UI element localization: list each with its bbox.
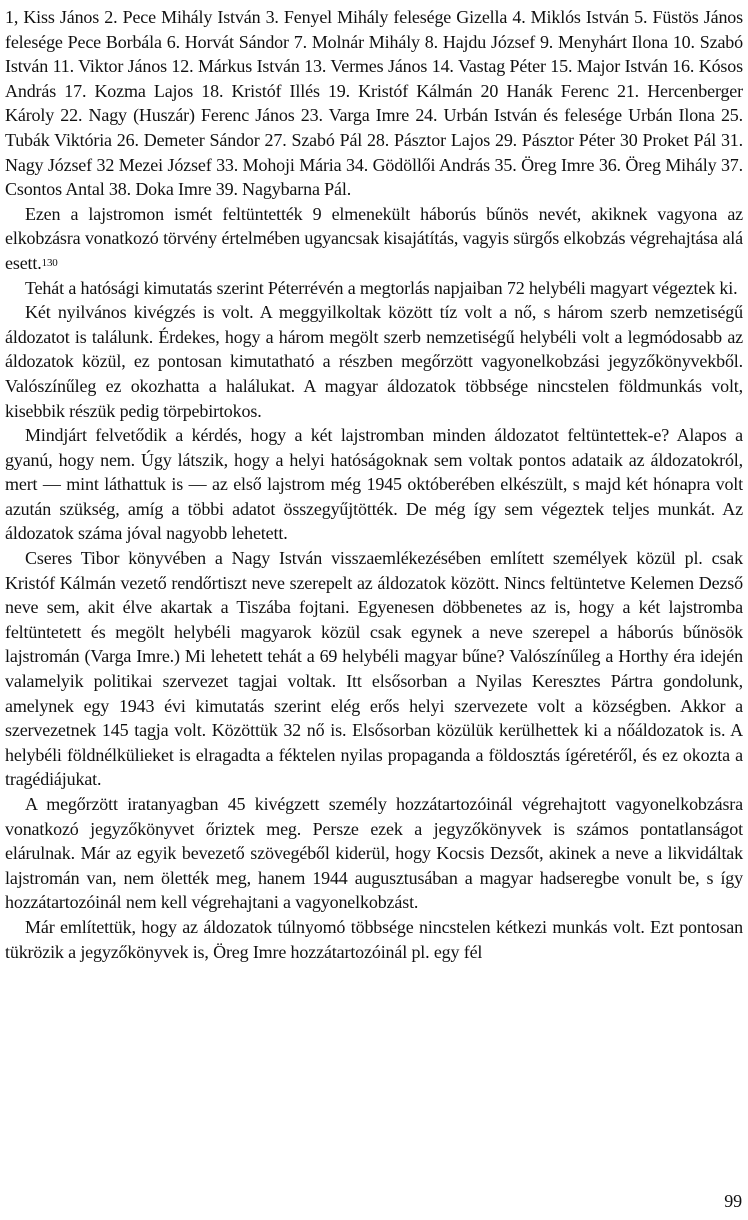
paragraph: Mindjárt felvetődik a kérdés, hogy a két lajstromban minden áldozatot feltüntettek-e? Alapos a gyanú, hogy nem. Úgy látszik, hogy a helyi hatóságoknak sem voltak pontos adataik az áldozatokról, mert — mint láthattuk is — az első lajstrom még 1945 októberében elkészült, s majd két hónapra volt azután szükség, amíg a többi adatot összegyűjtötték. De még így sem végeztek teljes munkát. Az áldozatok száma jóval nagyobb lehetett.	[5, 425, 743, 544]
victim-list-paragraph: 1, Kiss János 2. Pece Mihály István 3. Fenyel Mihály felesége Gizella 4. Miklós István 5. Füstös János felesége Pece Borbála 6. Horvát Sándor 7. Molnár Mihály 8. Hajdu József 9. Menyhárt Ilona 10. Szabó István 11. Viktor János 12. Márkus István 13. Vermes János 14. Vastag Péter 15. Major István 16. Kósos András 17. Kozma Lajos 18. Kristóf Illés 19. Kristóf Kálmán 20 Hanák Ferenc 21. Hercenberger Károly 22. Nagy (Huszár) Ferenc János 23. Varga Imre 24. Urbán István és felesége Urbán Ilona 25. Tubák Viktória 26. Demeter Sándor 27. Szabó Pál 28. Pásztor Lajos 29. Pásztor Péter 30 Proket Pál 31. Nagy József 32 Mezei József 33. Mohoji Mária 34. Gödöllői András 35. Öreg Imre 36. Öreg Mihály 37. Csontos Antal 38. Doka Imre 39. Nagybarna Pál.	[5, 7, 743, 200]
paragraph: Tehát a hatósági kimutatás szerint Péterrévén a megtorlás napjaiban 72 helybéli magyart végeztek ki.	[25, 277, 738, 298]
paragraph: Már említettük, hogy az áldozatok túlnyomó többsége nincstelen kétkezi munkás volt. Ezt pontosan tükrözik a jegyzőkönyvek is, Öreg Imre hozzátartozóinál pl. egy fél	[5, 916, 743, 962]
body-text	[5, 5, 743, 964]
paragraph: Két nyilvános kivégzés is volt. A meggyilkoltak között tíz volt a nő, s három szerb nemzetiségű áldozatot is találunk. Érdekes, hogy a három megölt szerb nemzetiségű helybéli volt a legmódosabb az áldozatok közül, ez pontosan kimutatható a részben megőrzött vagyonelkobzási jegyzőkönyvekből. Valószínűleg ez okozhatta a halálukat. A magyar áldozatok többsége nincstelen földmunkás volt, kisebbik részük pedig törpebirtokos.	[5, 302, 743, 421]
paragraph-text: Ezen a lajstromon ismét feltüntették 9 elmenekült háborús bűnös nevét, akiknek vagyona az elkobzásra vonatkozó törvény értelmében ugyancsak kisajátítás, vagyis sürgős elkobzás végrehajtása alá esett.	[5, 203, 743, 273]
page-number: 99	[724, 1191, 742, 1211]
footnote-marker[interactable]: 130	[41, 256, 58, 269]
paragraph: Cseres Tibor könyvében a Nagy István visszaemlékezésében említett személyek közül pl. csak Kristóf Kálmán vezető rendőrtiszt neve szerepelt az áldozatok között. Nincs feltüntetve Kelemen Dezső neve sem, akit élve akartak a Tiszába fojtani. Egyenesen döbbenetes az is, hogy a két lajstromba feltüntetett és megölt helybéli magyarok közül csak egynek a neve szerepel a háborús bűnösök lajstromán (Varga Imre.) Mi lehetett tehát a 69 helybéli magyar bűne? Valószínűleg a Horthy éra idején valamelyik politikai szervezet tagjai voltak. Itt elsősorban a Nyilas Keresztes Pártra gondolunk, amelynek egy 1943 évi kimutatás szerint elég erős helyi szervezete volt a községben. Akkor a szervezetnek 145 tagja volt. Közöttük 32 nő is. Elsősorban közülük kerülhettek ki a nőáldozatok is. A helybéli földnélkülieket is elragadta a féktelen nyilas propaganda a földosztás ígéretéről, és ez okozta a tragédiájukat.	[5, 548, 743, 790]
paragraph	[5, 202, 743, 276]
paragraph: A megőrzött iratanyagban 45 kivégzett személy hozzátartozóinál végrehajtott vagyonelkobzásra vonatkozó jegyzőkönyvet őriztek meg. Persze ezek a jegyzőkönyvek is számos pontatlanságot elárulnak. Már az egyik bevezető szövegéből kiderül, hogy Kocsis Dezsőt, akinek a neve a likvidáltak lajstromán van, nem ölették meg, hanem 1944 augusztusában a magyar hadseregbe vonult be, s így hozzátartozóinál nem kell végrehajtani a vagyonelkobzást.	[5, 794, 743, 913]
